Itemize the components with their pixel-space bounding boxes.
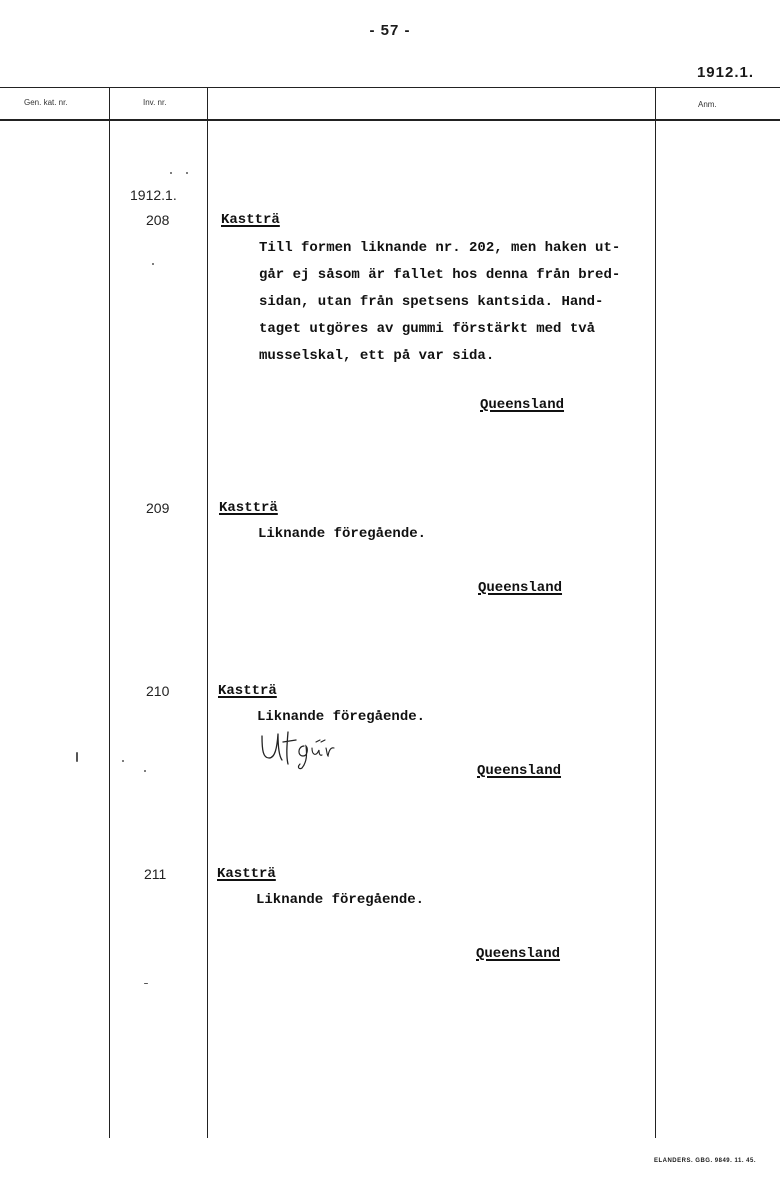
entry-origin: Queensland xyxy=(480,397,565,413)
header-top-rule xyxy=(0,87,780,88)
scan-speck xyxy=(122,760,124,762)
entry-description-line: musselskal, ett på var sida. xyxy=(259,348,495,364)
printer-imprint: ELANDERS. GBG. 9849. 11. 45. xyxy=(653,1158,756,1164)
inventory-number: 208 xyxy=(146,212,170,228)
entry-description-line: går ej såsom är fallet hos denna från bred- xyxy=(259,267,621,283)
scan-speck xyxy=(170,172,172,174)
entry-origin: Queensland xyxy=(476,946,561,962)
entry-title: Kastträ xyxy=(218,683,277,699)
inventory-number: 209 xyxy=(146,500,170,516)
entry-description-line: sidan, utan från spetsens kantsida. Hand- xyxy=(259,294,604,310)
entry-title: Kastträ xyxy=(217,866,276,882)
entry-title: Kastträ xyxy=(219,500,278,516)
entry-description-line: Liknande föregående. xyxy=(256,892,425,908)
scan-speck xyxy=(76,752,78,762)
scan-speck xyxy=(186,172,188,174)
entry-title: Kastträ xyxy=(221,212,280,228)
inventory-number: 211 xyxy=(144,866,167,882)
entry-origin: Queensland xyxy=(477,763,562,779)
inventory-number: 210 xyxy=(146,683,170,699)
page-number: - 57 - xyxy=(369,22,411,39)
collection-number: 1912.1. xyxy=(130,187,177,203)
column-heading-inv-nr: Inv. nr. xyxy=(143,98,167,107)
column-divider-2 xyxy=(207,88,208,1138)
column-divider-3 xyxy=(655,88,656,1138)
entry-origin: Queensland xyxy=(478,580,563,596)
column-divider-1 xyxy=(109,88,110,1138)
header-bottom-rule xyxy=(0,119,780,121)
column-heading-anm: Anm. xyxy=(698,100,717,109)
handwritten-note xyxy=(258,730,348,770)
scan-speck xyxy=(152,263,154,265)
column-heading-gen-kat-nr: Gen. kat. nr. xyxy=(24,98,68,107)
header-collection-code: 1912.1. xyxy=(696,64,754,81)
entry-description-line: Till formen liknande nr. 202, men haken ut- xyxy=(259,240,621,256)
entry-description-line: Liknande föregående. xyxy=(257,709,426,725)
entry-description-line: Liknande föregående. xyxy=(258,526,427,542)
entry-description-line: taget utgöres av gummi förstärkt med två xyxy=(259,321,596,337)
scan-speck xyxy=(144,983,148,984)
scan-speck xyxy=(144,770,146,772)
